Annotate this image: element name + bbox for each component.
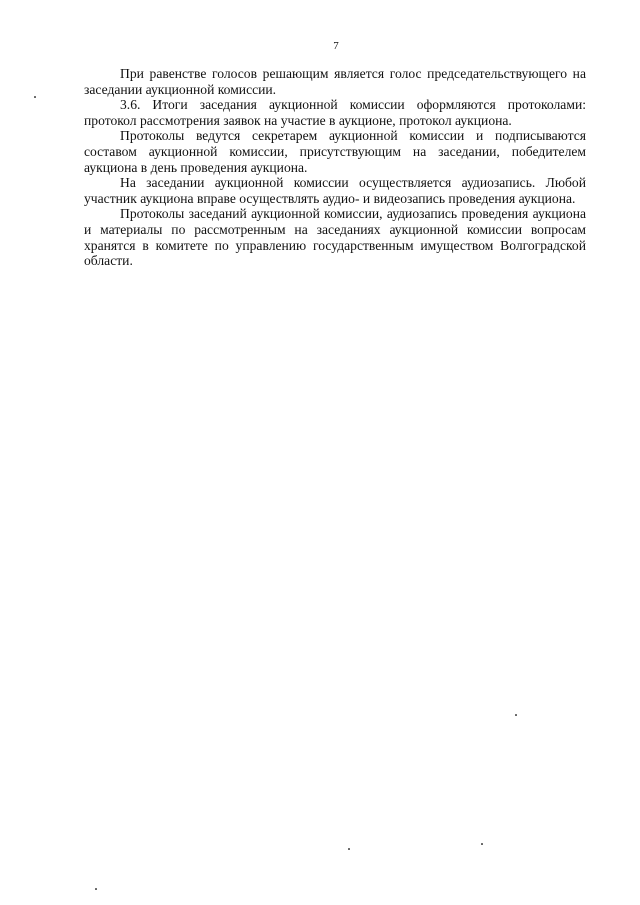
paragraph-records-storage: Протоколы заседаний аукционной комиссии, аудиозапись проведения аукциона и материалы по рассмотренным на заседаниях аукционной комиссии вопросам хранятся в комитете по управлению государственным имуществом Волгоградской области.	[84, 206, 586, 269]
document-body	[84, 66, 586, 269]
paragraph-protocols-signing: Протоколы ведутся секретарем аукционной комиссии и подписываются составом аукционной комиссии, присутствующим на заседании, победителем аукциона в день проведения аукциона.	[84, 128, 586, 175]
scan-speck	[481, 843, 483, 845]
scan-speck	[34, 96, 36, 98]
scan-speck	[348, 848, 350, 850]
paragraph-audio-recording: На заседании аукционной комиссии осуществляется аудиозапись. Любой участник аукциона вправе осуществлять аудио- и видеозапись проведения аукциона.	[84, 175, 586, 206]
paragraph-3-6-results: 3.6. Итоги заседания аукционной комиссии оформляются протоколами: протокол рассмотрения заявок на участие в аукционе, протокол аукциона.	[84, 97, 586, 128]
scan-speck	[95, 888, 97, 890]
scan-speck	[515, 714, 517, 716]
page-number: 7	[333, 40, 339, 52]
paragraph-vote-tie: При равенстве голосов решающим является голос председательствующего на заседании аукционной комиссии.	[84, 66, 586, 97]
